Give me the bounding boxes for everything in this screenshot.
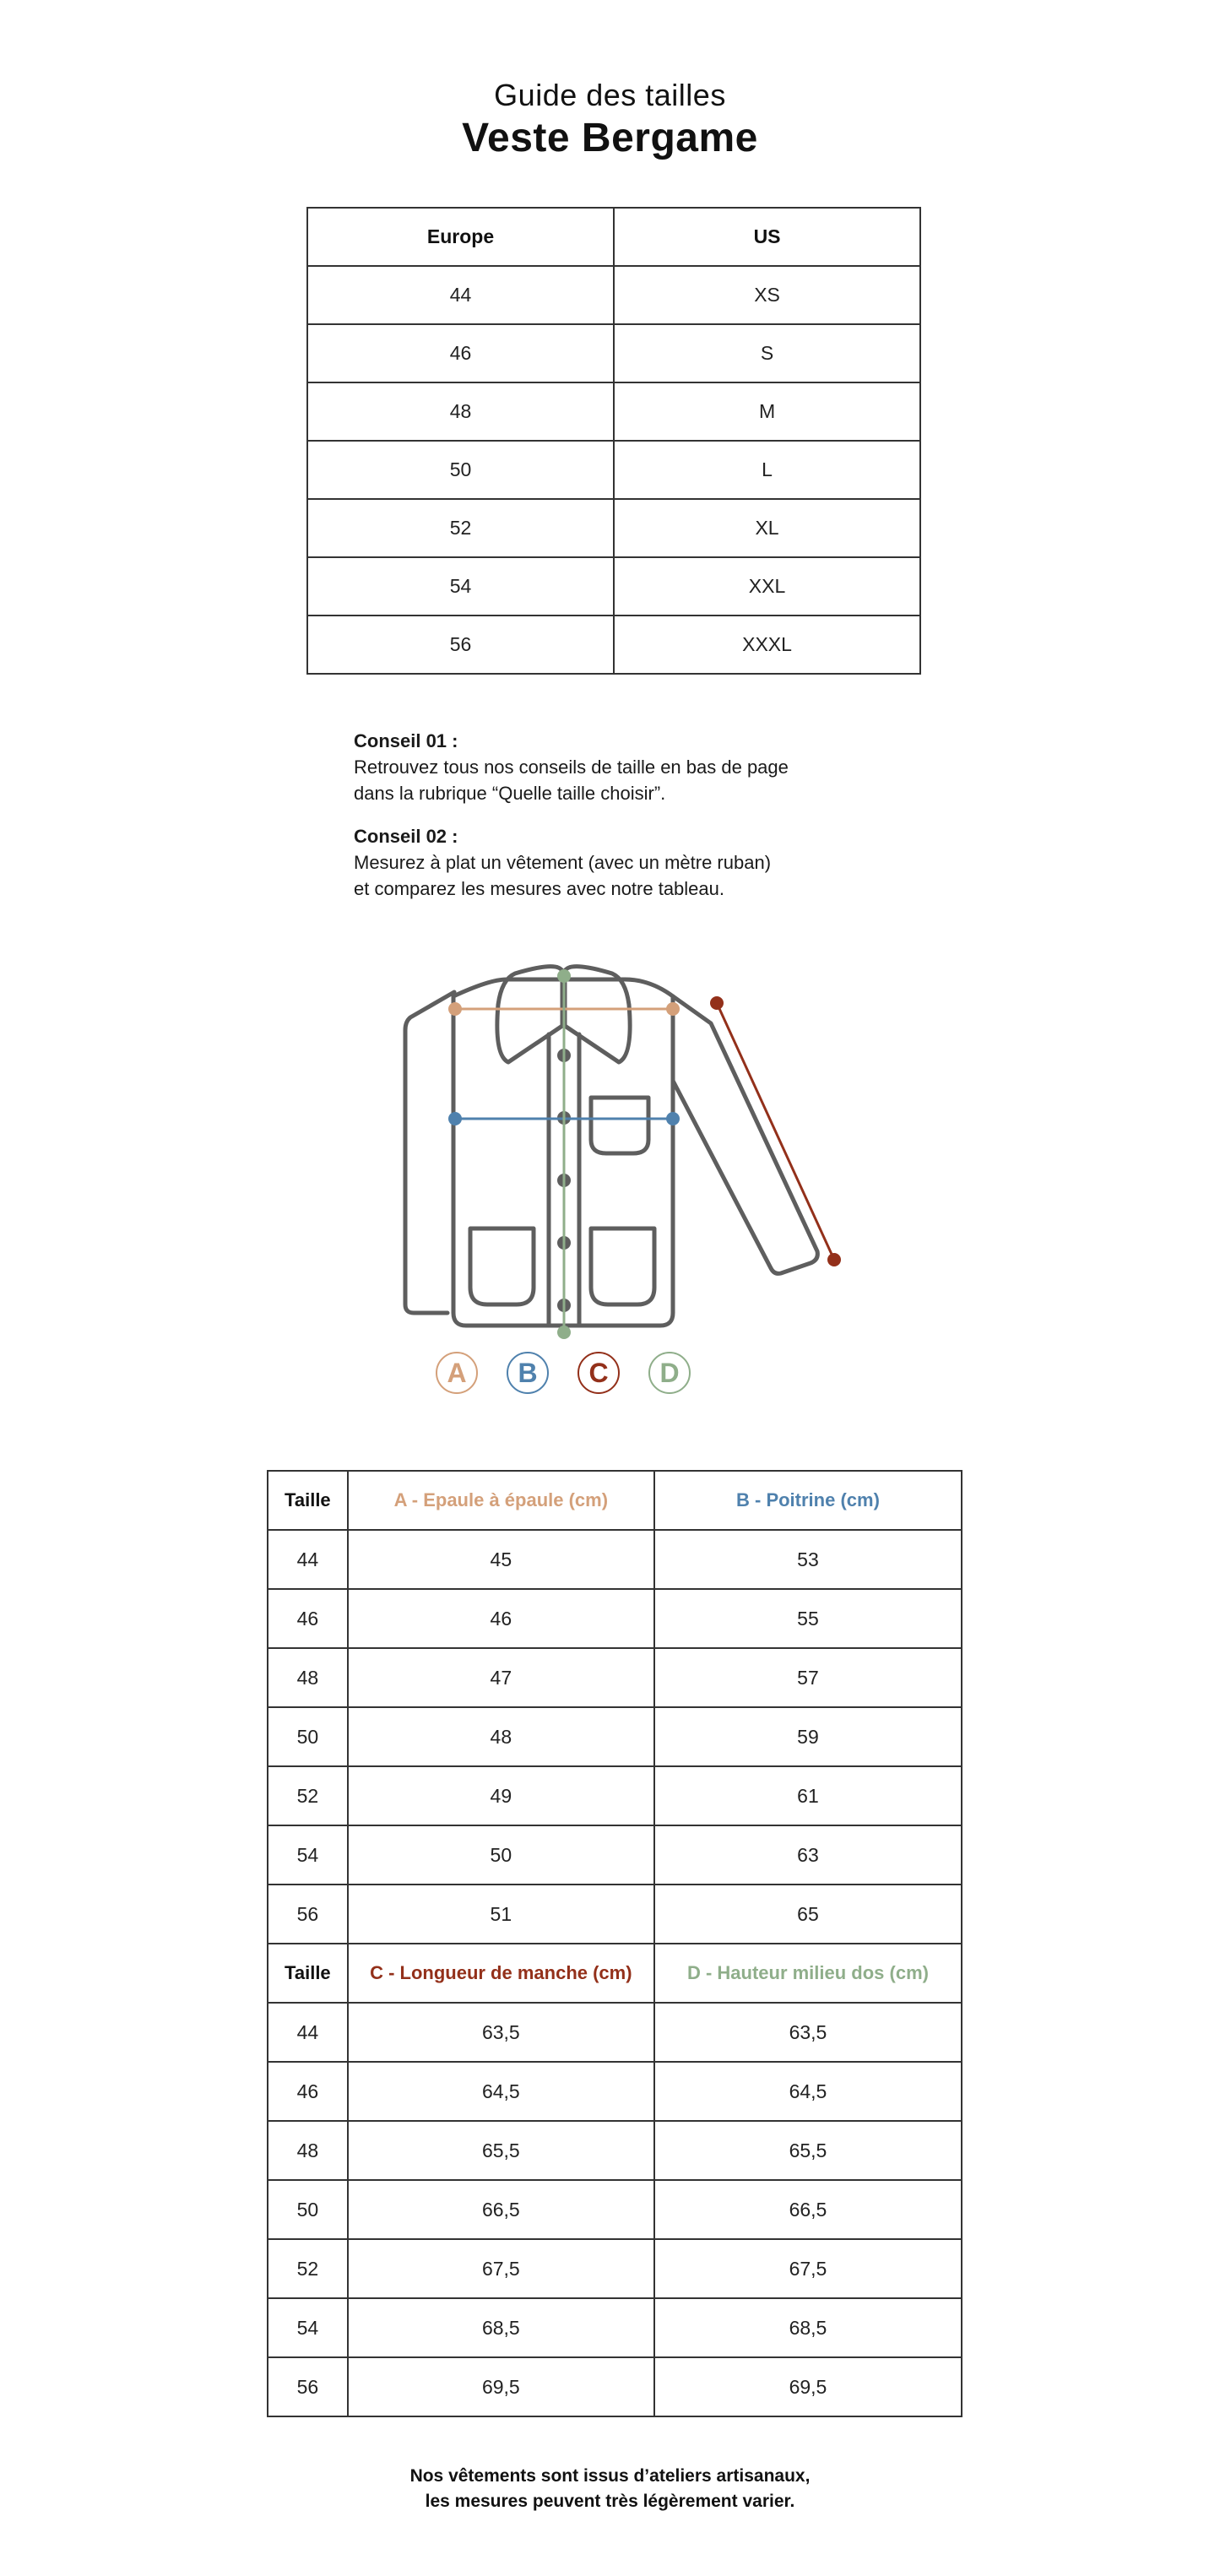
- table-row: [268, 2298, 962, 2357]
- cell-size: 52: [268, 1766, 348, 1825]
- cell-size: 44: [268, 1530, 348, 1589]
- cell-shoulder: 46: [348, 1589, 654, 1648]
- cell-back-length: 66,5: [654, 2180, 962, 2239]
- table-row: [268, 1589, 962, 1648]
- column-header-shoulder: A - Epaule à épaule (cm): [348, 1471, 654, 1530]
- table-header-row: [268, 1471, 962, 1530]
- table-row: [307, 382, 920, 441]
- table-row: [307, 557, 920, 616]
- cell-sleeve: 67,5: [348, 2239, 654, 2298]
- jacket-left-pocket-icon: [470, 1228, 534, 1304]
- tip-text: Mesurez à plat un vêtement (avec un mètre ruban) et comparez les mesures avec notre tableau.: [354, 852, 772, 899]
- measure-dot-b: [666, 1112, 680, 1125]
- column-header-size: Taille: [268, 1471, 348, 1530]
- cell-shoulder: 45: [348, 1530, 654, 1589]
- legend-badge-b: B: [507, 1352, 549, 1394]
- legend-badge-d: D: [648, 1352, 691, 1394]
- cell-sleeve: 64,5: [348, 2062, 654, 2121]
- table-row: [307, 441, 920, 499]
- cell-sleeve: 66,5: [348, 2180, 654, 2239]
- cell-size: 56: [268, 2357, 348, 2416]
- legend-badge-a: A: [436, 1352, 478, 1394]
- cell-shoulder: 47: [348, 1648, 654, 1707]
- cell-size: 54: [268, 1825, 348, 1885]
- cell-size: 52: [268, 2239, 348, 2298]
- table-row: [268, 1707, 962, 1766]
- table-row: [268, 2062, 962, 2121]
- cell-size: 50: [268, 2180, 348, 2239]
- cell-size: 54: [268, 2298, 348, 2357]
- cell-chest: 57: [654, 1648, 962, 1707]
- cell-europe: 48: [307, 382, 614, 441]
- measure-line-c: [717, 1003, 834, 1260]
- cell-size: 48: [268, 1648, 348, 1707]
- table-row: [268, 2239, 962, 2298]
- column-header-europe: Europe: [307, 208, 614, 266]
- cell-back-length: 67,5: [654, 2239, 962, 2298]
- jacket-right-sleeve-icon: [673, 996, 817, 1273]
- cell-us: S: [614, 324, 920, 382]
- measure-dot-b: [448, 1112, 462, 1125]
- cell-shoulder: 48: [348, 1707, 654, 1766]
- column-header-back-length: D - Hauteur milieu dos (cm): [654, 1944, 962, 2003]
- jacket-measurement-diagram: [388, 946, 844, 1342]
- table-row: [268, 1885, 962, 1944]
- cell-us: XXL: [614, 557, 920, 616]
- legend-badge-c: C: [577, 1352, 620, 1394]
- cell-size: 44: [268, 2003, 348, 2062]
- table-row: [307, 324, 920, 382]
- cell-back-length: 64,5: [654, 2062, 962, 2121]
- cell-us: XXXL: [614, 616, 920, 674]
- jacket-chest-pocket-icon: [591, 1098, 648, 1153]
- cell-shoulder: 50: [348, 1825, 654, 1885]
- cell-size: 56: [268, 1885, 348, 1944]
- table-row: [268, 2121, 962, 2180]
- cell-sleeve: 65,5: [348, 2121, 654, 2180]
- measure-dot-a: [448, 1002, 462, 1016]
- column-header-us: US: [614, 208, 920, 266]
- cell-sleeve: 63,5: [348, 2003, 654, 2062]
- cell-sleeve: 69,5: [348, 2357, 654, 2416]
- jacket-right-pocket-icon: [591, 1228, 654, 1304]
- table-row: [268, 1530, 962, 1589]
- table-row: [268, 2180, 962, 2239]
- column-header-chest: B - Poitrine (cm): [654, 1471, 962, 1530]
- cell-europe: 46: [307, 324, 614, 382]
- tip-02: [354, 823, 945, 902]
- footer-note: Nos vêtements sont issus d’ateliers artisanaux, les mesures peuvent très légèrement varier.: [409, 2466, 811, 2511]
- page-title: Veste Bergame: [462, 116, 758, 160]
- cell-size: 50: [268, 1707, 348, 1766]
- measure-dot-c: [710, 996, 724, 1010]
- measurements-table: [267, 1470, 962, 2417]
- tip-text: Retrouvez tous nos conseils de taille en bas de page dans la rubrique “Quelle taille choisir”.: [354, 757, 789, 804]
- table-row: [268, 1648, 962, 1707]
- column-header-sleeve: C - Longueur de manche (cm): [348, 1944, 654, 2003]
- cell-europe: 54: [307, 557, 614, 616]
- cell-chest: 55: [654, 1589, 962, 1648]
- measure-dot-d: [557, 969, 571, 983]
- table-row: [268, 1766, 962, 1825]
- cell-europe: 50: [307, 441, 614, 499]
- cell-us: XS: [614, 266, 920, 324]
- cell-us: XL: [614, 499, 920, 557]
- measure-dot-a: [666, 1002, 680, 1016]
- cell-sleeve: 68,5: [348, 2298, 654, 2357]
- table-row: [268, 1825, 962, 1885]
- measure-dot-c: [827, 1253, 841, 1266]
- cell-chest: 63: [654, 1825, 962, 1885]
- cell-europe: 56: [307, 616, 614, 674]
- cell-europe: 44: [307, 266, 614, 324]
- cell-back-length: 65,5: [654, 2121, 962, 2180]
- size-conversion-table: [306, 207, 921, 675]
- cell-us: M: [614, 382, 920, 441]
- tip-01: [354, 728, 945, 806]
- table-row: [268, 2003, 962, 2062]
- table-header-row: [268, 1944, 962, 2003]
- jacket-left-sleeve-icon: [405, 992, 454, 1313]
- cell-back-length: 63,5: [654, 2003, 962, 2062]
- tip-title: Conseil 01 :: [354, 730, 458, 751]
- cell-size: 46: [268, 2062, 348, 2121]
- cell-chest: 61: [654, 1766, 962, 1825]
- table-header-row: [307, 208, 920, 266]
- table-row: [268, 2357, 962, 2416]
- cell-chest: 65: [654, 1885, 962, 1944]
- cell-shoulder: 49: [348, 1766, 654, 1825]
- cell-size: 46: [268, 1589, 348, 1648]
- sizing-tips: [354, 728, 945, 919]
- column-header-size: Taille: [268, 1944, 348, 2003]
- cell-back-length: 69,5: [654, 2357, 962, 2416]
- cell-chest: 53: [654, 1530, 962, 1589]
- cell-europe: 52: [307, 499, 614, 557]
- cell-chest: 59: [654, 1707, 962, 1766]
- table-row: [307, 616, 920, 674]
- cell-us: L: [614, 441, 920, 499]
- page-subtitle: Guide des tailles: [494, 78, 726, 112]
- measure-dot-d: [557, 1326, 571, 1339]
- table-row: [307, 499, 920, 557]
- cell-back-length: 68,5: [654, 2298, 962, 2357]
- cell-shoulder: 51: [348, 1885, 654, 1944]
- table-row: [307, 266, 920, 324]
- tip-title: Conseil 02 :: [354, 826, 458, 847]
- cell-size: 48: [268, 2121, 348, 2180]
